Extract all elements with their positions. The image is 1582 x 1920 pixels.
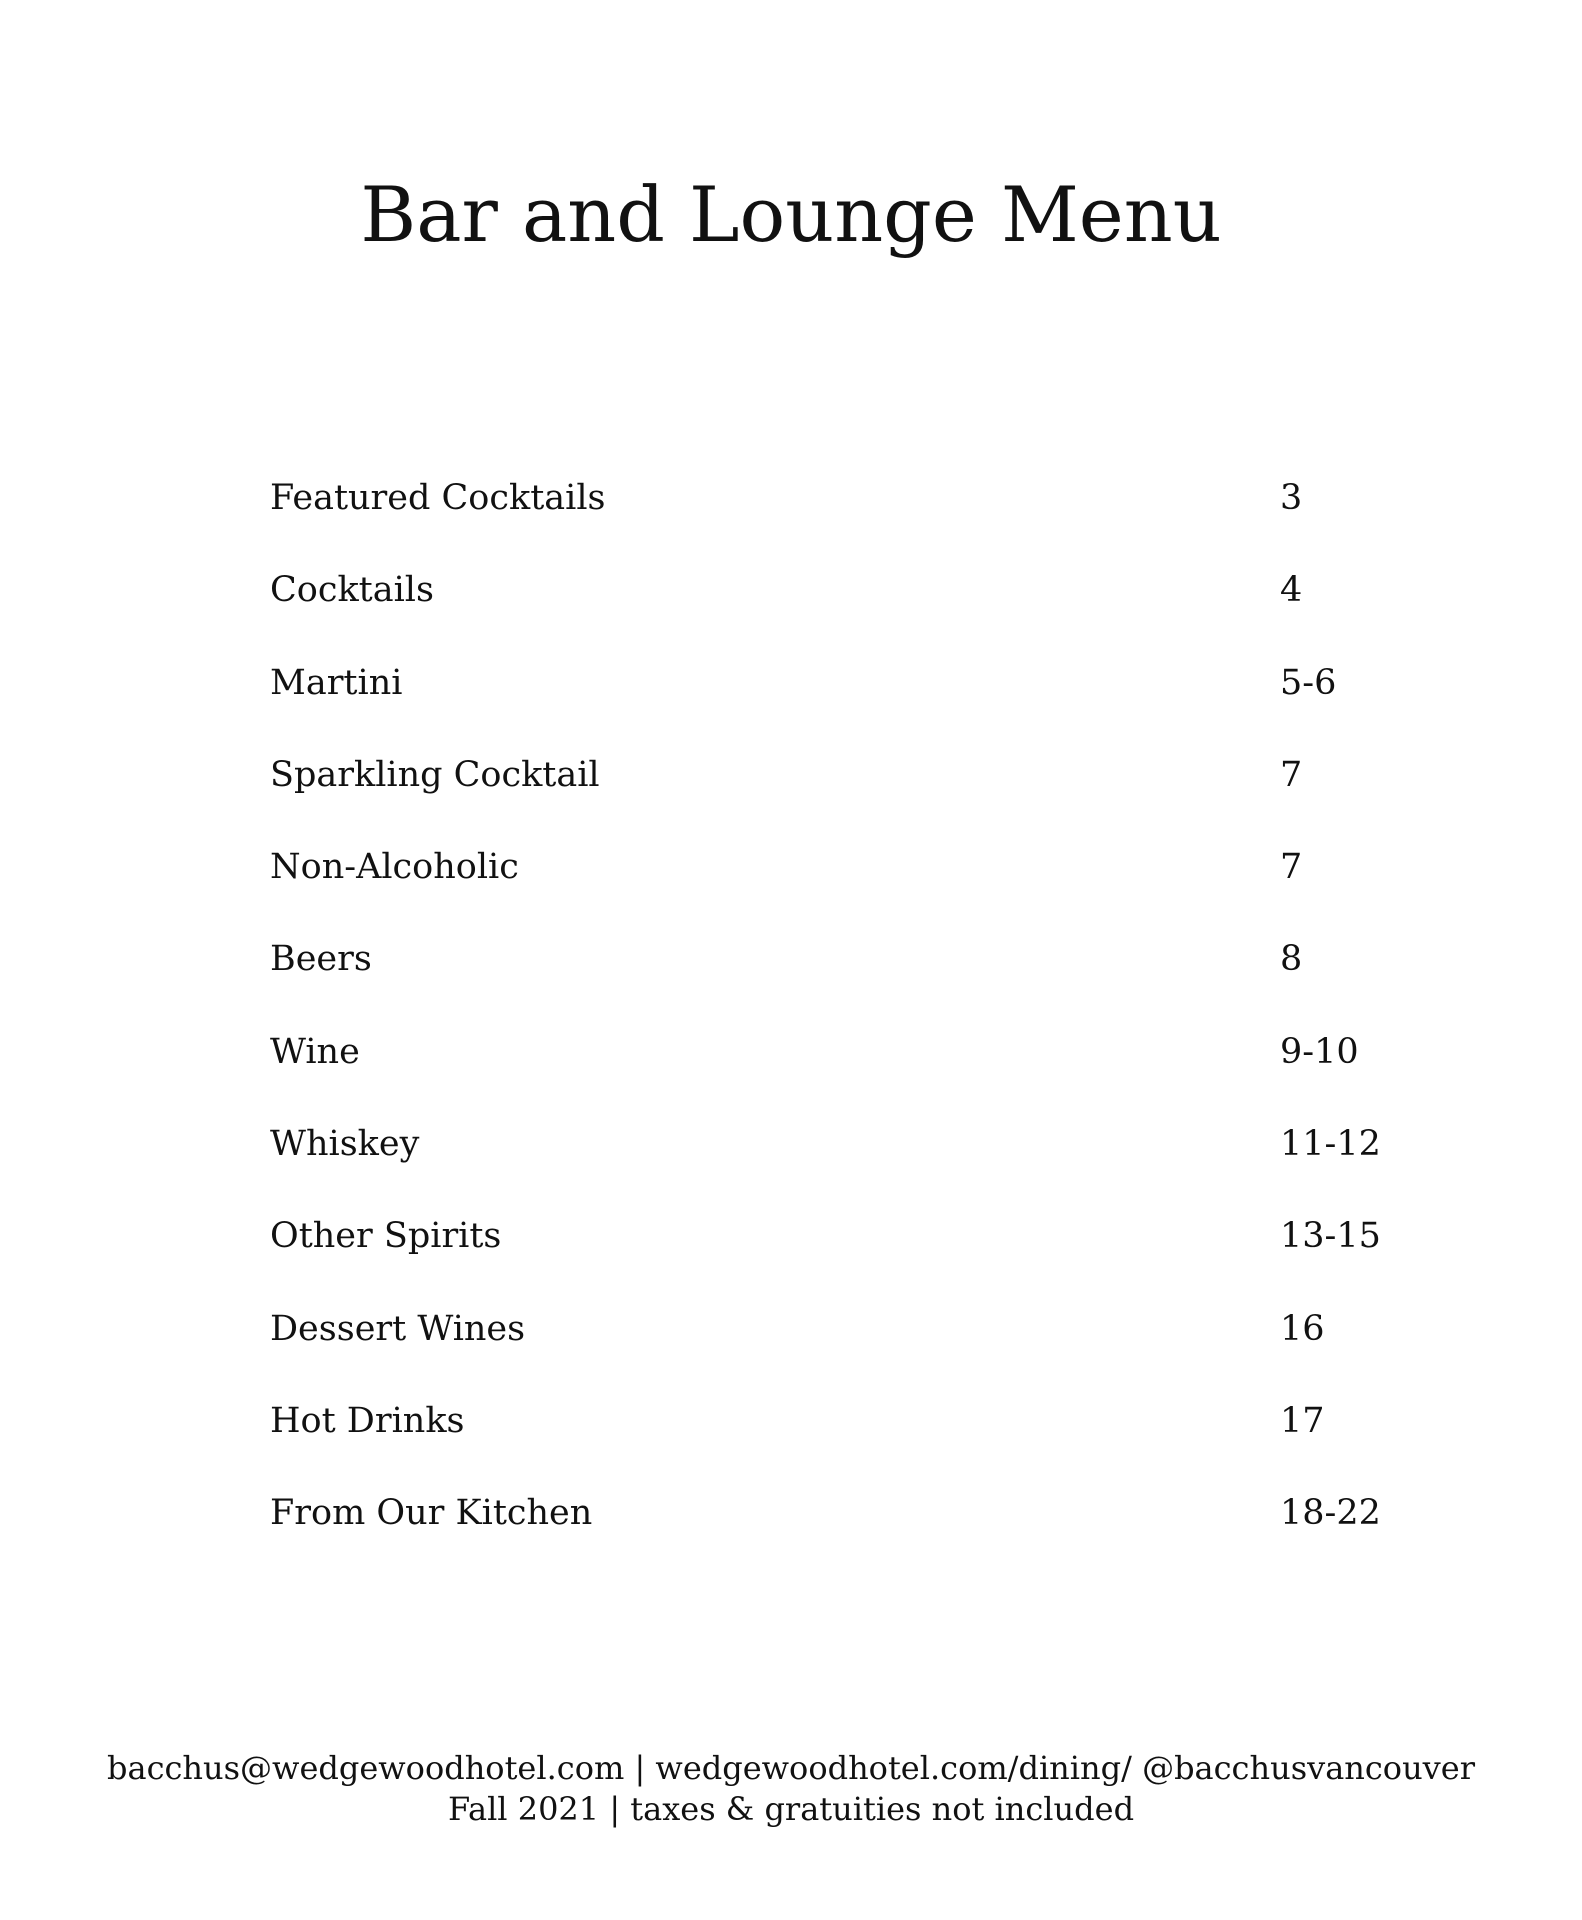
page-title: Bar and Lounge Menu [360,170,1222,259]
toc-item-featured-cocktails[interactable] [270,468,1370,560]
toc-item-hot-drinks[interactable] [270,1391,1370,1483]
toc-item-dessert-wines[interactable] [270,1299,1370,1391]
toc-item-page: 7 [1280,847,1303,888]
footer-notice-line: Fall 2021 | taxes & gratuities not included [447,1790,1135,1828]
toc-item-label: Wine [270,1031,360,1072]
toc-item-page: 18-22 [1280,1493,1381,1534]
toc-item-label: Whiskey [270,1124,420,1165]
toc-item-label: Hot Drinks [270,1400,465,1441]
toc-item-non-alcoholic[interactable] [270,837,1370,929]
toc-item-label: Dessert Wines [270,1308,526,1349]
toc-item-page: 17 [1280,1400,1325,1441]
toc-item-from-our-kitchen[interactable] [270,1483,1381,1575]
toc-item-page: 8 [1280,939,1303,980]
toc-item-sparkling-cocktail[interactable] [270,745,1370,837]
toc-item-page: 9-10 [1280,1031,1359,1072]
table-of-contents [270,468,1381,1576]
toc-item-whiskey[interactable] [270,1114,1381,1206]
toc-item-label: Other Spirits [270,1216,502,1257]
toc-item-page: 11-12 [1280,1124,1381,1165]
toc-item-martini[interactable] [270,653,1370,745]
toc-item-page: 3 [1280,478,1303,518]
toc-item-page: 13-15 [1280,1216,1381,1257]
toc-item-label: Martini [270,662,403,703]
toc-item-page: 16 [1280,1308,1325,1349]
toc-item-other-spirits[interactable] [270,1206,1381,1298]
toc-item-label: Featured Cocktails [270,478,606,518]
toc-item-page: 5-6 [1280,662,1337,703]
toc-item-label: From Our Kitchen [270,1493,593,1534]
toc-item-page: 7 [1280,754,1303,795]
toc-item-label: Beers [270,939,372,980]
toc-item-wine[interactable] [270,1022,1370,1114]
page-footer [0,1748,1582,1830]
toc-item-label: Non-Alcoholic [270,847,519,888]
toc-item-label: Cocktails [270,570,434,611]
toc-item-cocktails[interactable] [270,560,1370,652]
toc-item-page: 4 [1280,570,1303,611]
toc-item-label: Sparkling Cocktail [270,754,600,795]
footer-contact-line: bacchus@wedgewoodhotel.com | wedgewoodhotel.com/dining/ @bacchusvancouver [107,1749,1475,1787]
toc-item-beers[interactable] [270,929,1370,1021]
